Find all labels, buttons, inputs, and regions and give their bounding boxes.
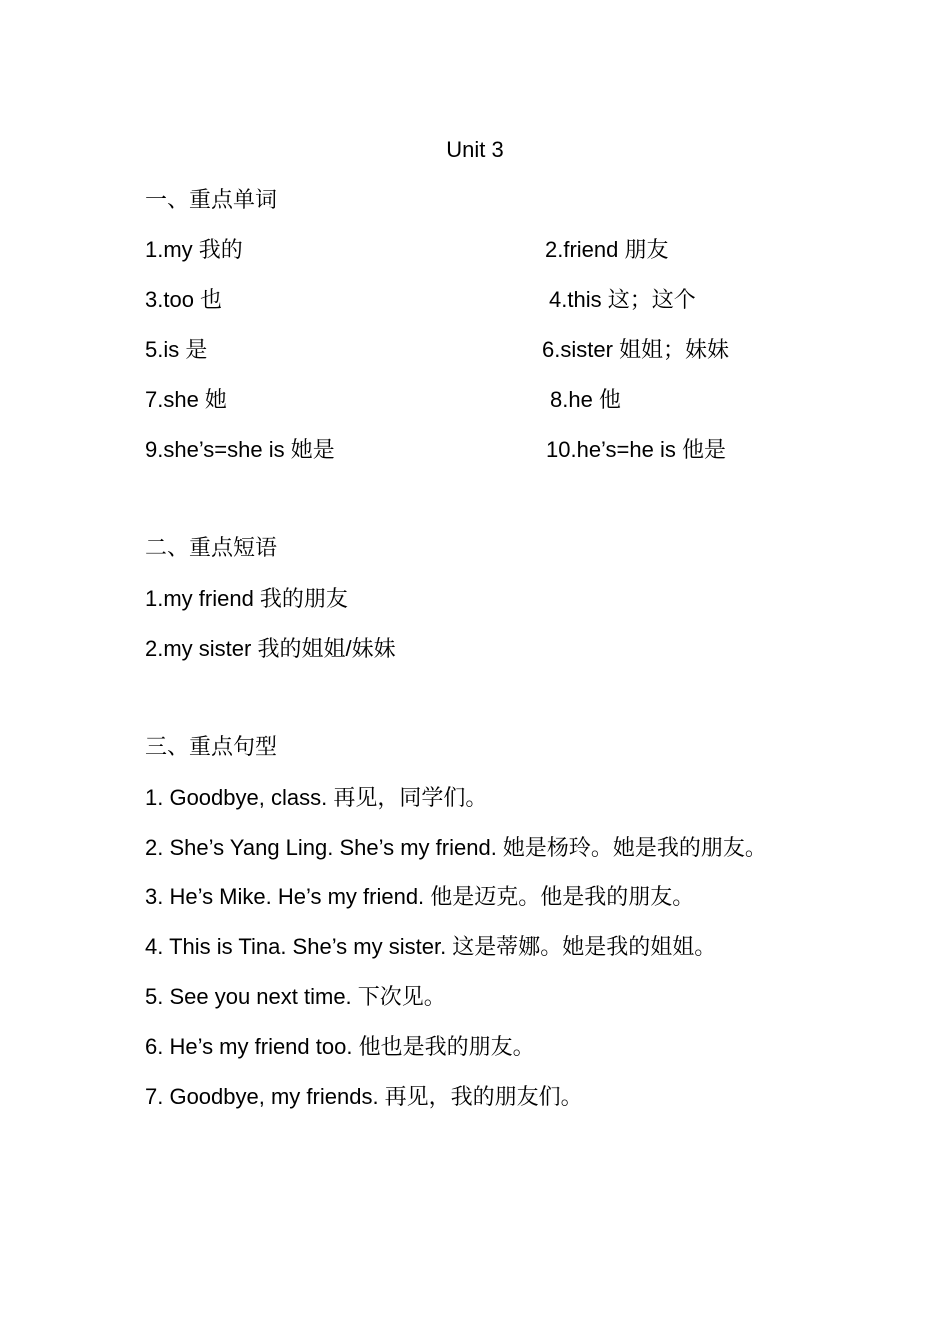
vocab-item: 9.she’s=she is 她是 xyxy=(145,437,335,462)
vocab-item: 7.she 她 xyxy=(145,387,227,412)
sentence-item: 3. He’s Mike. He’s my friend. 他是迈克。他是我的朋友。 xyxy=(145,884,695,909)
vocab-item: 6.sister 姐姐；妹妹 xyxy=(542,337,730,362)
sentence-item: 6. He’s my friend too. 他也是我的朋友。 xyxy=(145,1034,535,1059)
vocab-item: 10.he’s=he is 他是 xyxy=(546,437,726,462)
vocab-item: 3.too 也 xyxy=(145,287,223,312)
section-heading-phrases: 二、重点短语 xyxy=(145,536,278,561)
vocab-item: 1.my 我的 xyxy=(145,237,243,262)
sentence-item: 2. She’s Yang Ling. She’s my friend. 她是杨玲。她是我的朋友。 xyxy=(145,835,767,860)
vocab-item: 5.is 是 xyxy=(145,337,208,362)
sentence-item: 1. Goodbye, class. 再见，同学们。 xyxy=(145,785,488,810)
vocab-item: 8.he 他 xyxy=(550,387,621,412)
vocab-item: 2.friend 朋友 xyxy=(545,237,669,262)
sentence-item: 4. This is Tina. She’s my sister. 这是蒂娜。她是我的姐姐。 xyxy=(145,934,717,959)
section-heading-sentences: 三、重点句型 xyxy=(145,735,278,760)
section-heading-vocabulary: 一、重点单词 xyxy=(145,188,278,213)
vocab-item: 4.this 这；这个 xyxy=(549,287,696,312)
phrase-item: 1.my friend 我的朋友 xyxy=(145,586,348,611)
phrase-item: 2.my sister 我的姐姐/妹妹 xyxy=(145,636,396,661)
page-title: Unit 3 xyxy=(446,137,504,162)
sentence-item: 5. See you next time. 下次见。 xyxy=(145,984,446,1009)
sentence-item: 7. Goodbye, my friends. 再见，我的朋友们。 xyxy=(145,1084,583,1109)
